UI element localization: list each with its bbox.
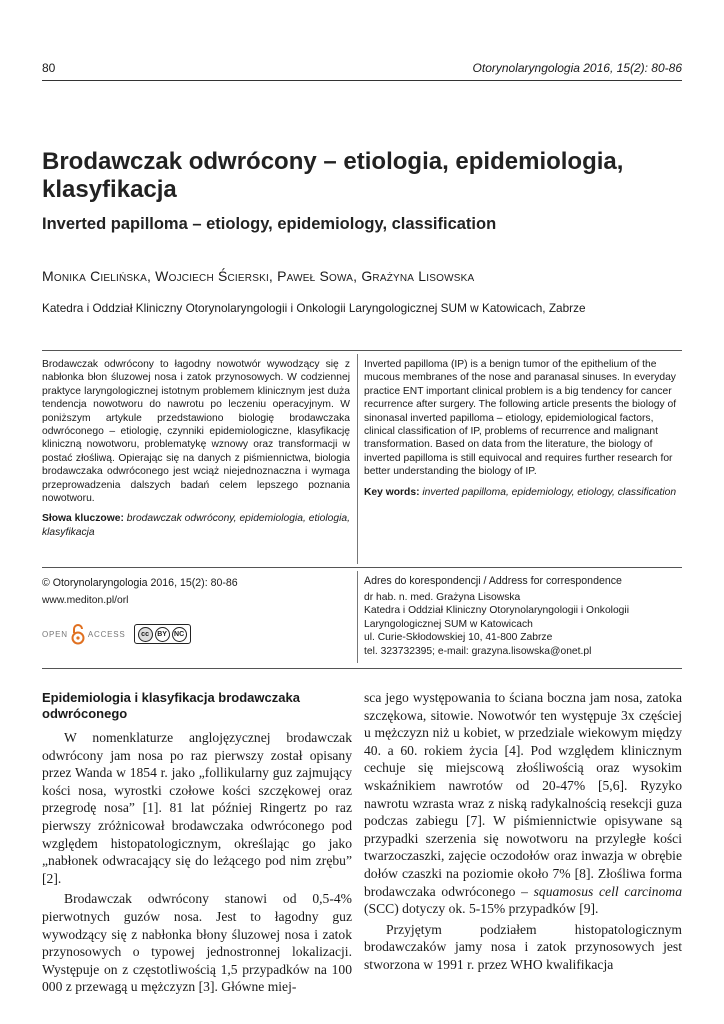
keywords-polish-label: Słowa kluczowe: <box>42 513 124 525</box>
correspondence-line: Katedra i Oddział Kliniczny Otorynolaryngologii i Onkologii Laryngologicznej SUM w Katowicach <box>364 605 629 630</box>
abstract-english-text: Inverted papilloma (IP) is a benign tumor of the epithelium of the mucous membranes of the nose and paranasal sinuses. In everyday practice ENT important clinical problem is a big tendency for cancer recurrence after surgery. The following article presents the biology of sinonasal inverted papilloma – etiology, epidemiological factors, clinical classification of IP, problems of recurrence and malignant transformation. Based on data from the literature, the biology of inverted papilloma is still equivocal and requires further research for better understanding the biology of IP. <box>364 359 677 478</box>
body-text: sca jego występowania to ściana boczna jam nosa, zatoka szczękowa, sitowie. Nowotwór ten występuje 3x częściej u mężczyzn niż u kobiet, w przedziale wiekowym między 40. a 60. rokiem życia [4]. Pod względem klinicznym cechuje się miejscową złośliwością oraz wysokim wskaźnikiem nawrotów od 20-47% [5,6]. Ryzyko nawrotu wzrasta wraz z niską radykalnością resekcji guza podczas zabiegu [7]. W piśmiennictwie opisywane są przypadki szerzenia się nowotworu na przyległe kości twarzoczaszki, zajęcie oczodołów oraz inwazja w obrębie dołów czaszki na poziomie około 7% [8]. Złośliwa forma brodawczaka odwróconego – <box>364 690 682 899</box>
cc-by-icon: BY <box>155 627 170 642</box>
body-text: (SCC) dotyczy ok. 5-15% przypadków [9]. <box>364 901 599 917</box>
open-lock-icon <box>70 623 86 645</box>
creative-commons-license-badge[interactable] <box>134 624 191 644</box>
abstract-polish-text: Brodawczak odwrócony to łagodny nowotwór wywodzący się z nabłonka błon śluzowej nosa i zatok przynosowych. W codziennej praktyce laryngologicznej istotnym problemem klinicznym jest duża tendencja nowotworu do nawrotu po leczeniu operacyjnym. W poniższym artykule przedstawiono biologię brodawczaka odwróconego – etiologię, czynniki epidemiologiczne, klasyfikację kliniczną nowotworu, problematykę wznowy oraz transformacji w postać złośliwą. Opierając się na danych z piśmiennictwa, biologia brodawczaka odwróconego jest wciąż niejednoznaczna i wymaga przeprowadzenia dalszych badań celem lepszego poznania nowotworu. <box>42 359 350 505</box>
open-access-logo <box>42 623 126 645</box>
footer-top-rule <box>42 567 682 568</box>
keywords-english-list: inverted papilloma, epidemiology, etiology, classification <box>422 486 677 498</box>
article-title-polish: Brodawczak odwrócony – etiologia, epidemiologia, klasyfikacja <box>42 148 624 203</box>
footer-column-divider <box>357 571 358 663</box>
correspondence-line: tel. 323732395; e-mail: grazyna.lisowska@onet.pl <box>364 645 592 657</box>
abstract-polish <box>42 358 350 539</box>
correspondence-address <box>364 575 682 659</box>
copyright-line: © Otorynolaryngologia 2016, 15(2): 80-86 <box>42 577 238 589</box>
keywords-polish-list: brodawczak odwrócony, epidemiologia, etiologia, klasyfikacja <box>42 513 350 538</box>
body-paragraph <box>364 689 682 918</box>
correspondence-heading: Adres do korespondencji / Address for correspondence <box>364 575 622 587</box>
body-paragraph: Brodawczak odwrócony stanowi od 0,5-4% pierwotnych guzów nosa. Jest to łagodny guz wywodzący się z nabłonka błony śluzowej nosa i zatok przynosowych o typowej jednostronnej lokalizacji. Występuje on z częstotliwością 1,5 przypadków na 100 000 z przewagą u mężczyzn [3]. Główne miej- <box>42 891 352 995</box>
affiliation: Katedra i Oddział Kliniczny Otorynolaryngologii i Onkologii Laryngologicznej SUM w Katowicach, Zabrze <box>42 301 586 315</box>
body-top-rule <box>42 668 682 669</box>
publication-info <box>42 575 350 609</box>
open-access-row <box>42 622 191 646</box>
keywords-polish <box>42 512 350 539</box>
abstract-column-divider <box>357 354 358 564</box>
open-access-word-2: ACCESS <box>87 629 126 639</box>
body-paragraph: Przyjętym podziałem histopatologicznym brodawczaków jamy nosa i zatok przynosowych jest stworzona w 1991 r. przez WHO kwalifikacja <box>364 921 682 972</box>
body-paragraph: W nomenklaturze anglojęzycznej brodawczak odwrócony jam nosa po raz pierwszy został opisany przez Wanda w 1854 r. jako „follikularny guz zajmujący kości nosa, wyrostki czołowe kości szczękowej oraz przegrodę nosa” [1]. 81 lat później Ringertz po raz pierwszy zróżnicował brodawczaka odwróconego pod względem histopatologicznym, określając go jako „nabłonek odwracający się do leżącego pod nim zrębu” [2]. <box>42 730 352 886</box>
correspondence-line: ul. Curie-Skłodowskiej 10, 41-800 Zabrze <box>364 632 553 644</box>
page-number: 80 <box>42 61 56 75</box>
keywords-english <box>364 486 682 499</box>
abstract-english <box>364 358 682 499</box>
journal-citation: Otorynolaryngologia 2016, 15(2): 80-86 <box>472 61 682 75</box>
journal-url[interactable]: www.mediton.pl/orl <box>42 595 129 606</box>
header-divider <box>42 80 682 81</box>
abstract-top-rule <box>42 350 682 351</box>
body-column-right <box>364 689 682 974</box>
cc-nc-icon: NC <box>172 627 187 642</box>
body-column-left <box>42 729 352 996</box>
keywords-english-label: Key words: <box>364 486 420 498</box>
open-access-word-1: OPEN <box>42 629 68 639</box>
section-heading: Epidemiologia i klasyfikacja brodawczaka odwróconego <box>42 690 300 721</box>
body-text-italic: squamosus cell carcinoma <box>533 883 682 899</box>
author-list: Monika Cielińska, Wojciech Ścierski, Paweł Sowa, Grażyna Lisowska <box>42 268 475 284</box>
article-title-english: Inverted papilloma – etiology, epidemiology, classification <box>42 215 497 233</box>
correspondence-line: dr hab. n. med. Grażyna Lisowska <box>364 591 521 603</box>
cc-icon: cc <box>138 627 153 642</box>
